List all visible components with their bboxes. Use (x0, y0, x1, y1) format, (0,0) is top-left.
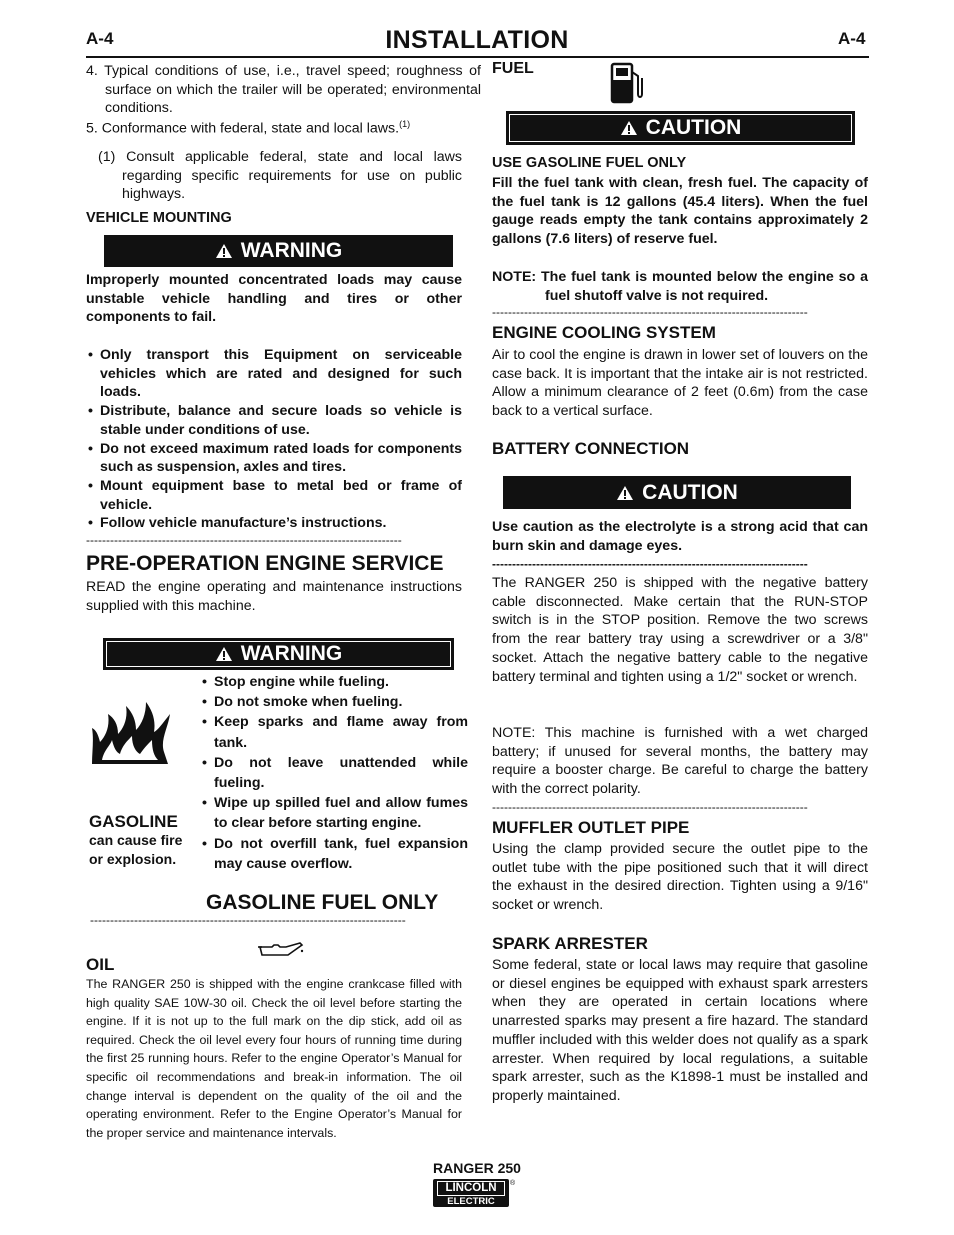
fuel-note: NOTE: The fuel tank is mounted below the engine so a fuel shutoff valve is not required. (492, 269, 868, 304)
battery-caution-text: Use caution as the electrolyte is a strong acid that can burn skin and damage eyes. (492, 519, 868, 554)
fuel-text: Fill the fuel tank with clean, fresh fuel. The capacity of the fuel tank is 12 gallons (45.4 liters). When the fuel gauge reads empty the tank contains approximately 2 gallons (7.6 liters) of reserve fuel. (492, 175, 868, 248)
vehicle-mounting-heading: VEHICLE MOUNTING (86, 210, 232, 226)
list-item-5-text: 5. Conformance with federal, state and local laws. (86, 120, 400, 137)
page-code-right: A-4 (838, 29, 866, 48)
list-item: • Only transport this Equipment on serviceable vehicles which are rated and designed for such loads. (86, 346, 462, 402)
separator: ------------------------------------------------------------------------------- (492, 800, 808, 814)
list-item: • Do not overfill tank, fuel expansion may cause overflow. (200, 834, 468, 874)
warning-triangle-icon (215, 243, 233, 259)
warning-triangle-icon (215, 646, 233, 662)
battery-note: NOTE: This machine is furnished with a wet charged battery; if unused for several months, the battery may require a booster charge. Be careful to charge the battery with the correct polarity. (492, 725, 868, 798)
warning-bullets-fuel (200, 672, 468, 874)
spark-text: Some federal, state or local laws may require that gasoline or diesel engines be equipped with exhaust spark arresters when they are operated in certain locations where unarrested sparks may present a fire hazard. The standard muffler included with this welder does not qualify as a spark arrester. When required by local regulations, a suitable spark arrester, such as the K1898-1 must be installed and properly maintained. (492, 957, 868, 1104)
caution-label: CAUTION (645, 116, 742, 139)
footnote: (1) Consult applicable federal, state and local laws regarding specific requirements for use on public highways. (98, 149, 462, 203)
list-item: • Follow vehicle manufacture’s instructions. (86, 514, 462, 533)
oil-heading: OIL (86, 955, 115, 974)
caution-label: CAUTION (642, 480, 738, 504)
logo-bottom-text: ELECTRIC (447, 1196, 495, 1207)
separator: ------------------------------------------------------------------------------- (492, 557, 808, 571)
spark-heading: SPARK ARRESTER (492, 934, 648, 953)
list-item: • Mount equipment base to metal bed or frame of vehicle. (86, 477, 462, 514)
list-item-5 (86, 115, 462, 138)
caution-banner-battery (503, 476, 851, 509)
caution-banner-fuel (506, 111, 855, 145)
oil-can-icon (256, 941, 304, 959)
page-code-left: A-4 (86, 29, 114, 48)
header-rule (86, 56, 869, 58)
fuel-pump-icon (610, 62, 644, 104)
battery-heading: BATTERY CONNECTION (492, 439, 690, 458)
cooling-heading: ENGINE COOLING SYSTEM (492, 323, 716, 342)
list-item: • Do not exceed maximum rated loads for components such as suspension, axles and tires. (86, 440, 462, 477)
fire-icon (90, 700, 172, 766)
logo-top-text: LINCOLN (437, 1181, 505, 1196)
gasoline-fuel-only: GASOLINE FUEL ONLY (206, 891, 439, 914)
separator: ------------------------------------------------------------------------------- (492, 305, 808, 319)
gasoline-label: GASOLINE (89, 812, 178, 831)
separator: ------------------------------------------------------------------------------- (90, 913, 406, 927)
muffler-text: Using the clamp provided secure the outlet pipe to the outlet tube with the pipe positioned such that it will direct the exhaust in the desired direction. Tighten using a 9/16" socket or wrench. (492, 841, 868, 914)
list-item: • Do not smoke when fueling. (200, 692, 468, 712)
list-item: • Distribute, balance and secure loads so vehicle is stable under conditions of use. (86, 402, 462, 439)
warning-triangle-icon (620, 120, 638, 136)
warning-banner-fuel (103, 638, 454, 670)
list-item: • Do not leave unattended while fueling. (200, 753, 468, 793)
gasoline-subtext: can cause fire or explosion. (89, 832, 183, 867)
page-title: INSTALLATION (385, 26, 569, 54)
muffler-heading: MUFFLER OUTLET PIPE (492, 818, 690, 837)
list-item: • Stop engine while fueling. (200, 672, 468, 692)
fuel-heading: FUEL (492, 60, 534, 77)
preop-text: READ the engine operating and maintenance instructions supplied with this machine. (86, 579, 462, 614)
battery-text: The RANGER 250 is shipped with the negative battery cable disconnected. Make certain that the RUN-STOP switch is in the STOP position. Remove the two screws from the rear battery tray using a screwdriver or a 3/8" socket. Attach the negative battery cable to the negative battery terminal and tighten using a 1/2" socket or wrench. (492, 575, 868, 685)
footer-model: RANGER 250 (433, 1160, 521, 1176)
warning-text-vehicle: Improperly mounted concentrated loads may cause unstable vehicle handling and tires or other components to fail. (86, 272, 462, 326)
list-item: • Keep sparks and flame away from tank. (200, 712, 468, 752)
separator: ------------------------------------------------------------------------------- (86, 533, 402, 547)
cooling-text: Air to cool the engine is drawn in lower set of louvers on the case back. It is important that the intake air is not restricted. Allow a minimum clearance of 2 feet (0.6m) from the case back to a vertical surface. (492, 347, 868, 420)
use-gasoline-heading: USE GASOLINE FUEL ONLY (492, 155, 687, 171)
warning-label: WARNING (240, 642, 343, 665)
warning-label: WARNING (240, 239, 343, 262)
preop-heading: PRE-OPERATION ENGINE SERVICE (86, 552, 444, 575)
footnote-ref: (1) (399, 119, 411, 129)
oil-text: The RANGER 250 is shipped with the engine crankcase filled with high quality SAE 10W-30 oil. Check the oil level before starting the engine. If it is not up to the full mark on the dip stick, add oil as required. Check the oil level every four hours of running time during the first 25 running hours. Refer to the engine Operator’s Manual for specific oil recommendations and break-in information. The oil change interval is dependent on the quality of the oil and the operating environment. Refer to the Engine Operator’s Manual for the proper service and maintenance intervals. (86, 977, 462, 1140)
warning-banner-vehicle (104, 235, 453, 267)
list-item: • Wipe up spilled fuel and allow fumes to clear before starting engine. (200, 793, 468, 833)
warning-triangle-icon (616, 485, 634, 501)
lincoln-electric-logo (433, 1179, 509, 1207)
warning-bullets-vehicle (86, 346, 462, 533)
registered-mark: ® (510, 1180, 516, 1187)
list-item-4: 4. Typical conditions of use, i.e., travel speed; roughness of surface on which the trailer will be operated; environmental conditions. (86, 63, 481, 117)
